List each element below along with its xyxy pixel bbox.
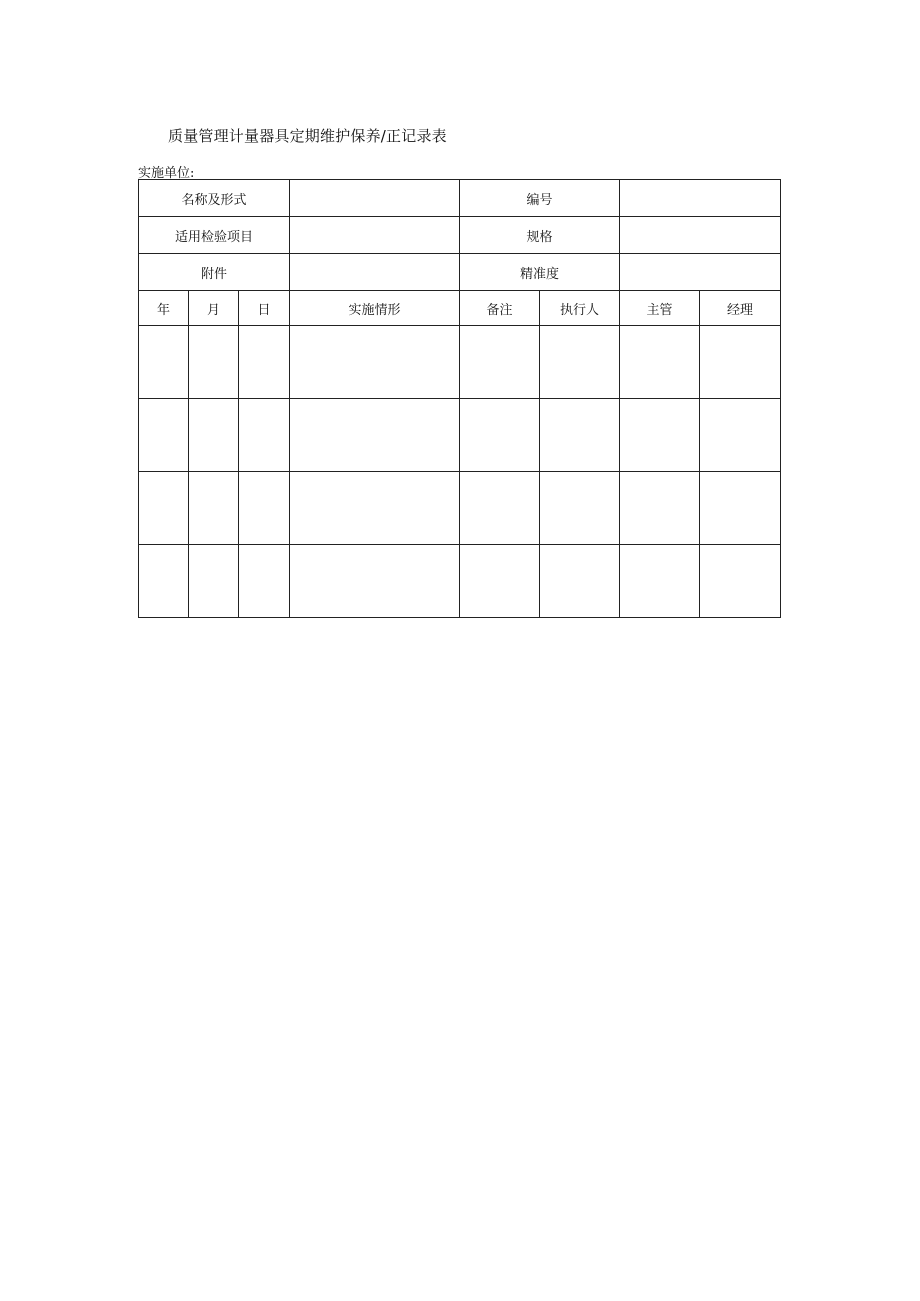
executor-cell[interactable] — [540, 326, 620, 399]
year-cell[interactable] — [139, 472, 189, 545]
document-title: 质量管理计量器具定期维护保养/正记录表 — [168, 127, 447, 145]
month-cell[interactable] — [189, 545, 239, 618]
day-cell[interactable] — [239, 399, 290, 472]
name-value-field[interactable] — [290, 180, 460, 217]
accessory-value-field[interactable] — [290, 254, 460, 291]
inspection-items-label: 适用检验项目 — [139, 217, 290, 254]
remarks-cell[interactable] — [460, 545, 540, 618]
column-header-remarks: 备注 — [460, 291, 540, 326]
day-cell[interactable] — [239, 472, 290, 545]
manager-cell[interactable] — [700, 472, 781, 545]
implementation-cell[interactable] — [290, 326, 460, 399]
remarks-cell[interactable] — [460, 472, 540, 545]
executor-cell[interactable] — [540, 472, 620, 545]
name-label: 名称及形式 — [139, 180, 290, 217]
column-header-manager: 经理 — [700, 291, 781, 326]
table-row — [139, 472, 781, 545]
month-cell[interactable] — [189, 326, 239, 399]
column-header-day: 日 — [239, 291, 290, 326]
remarks-cell[interactable] — [460, 399, 540, 472]
info-row-name — [139, 180, 781, 217]
remarks-cell[interactable] — [460, 326, 540, 399]
table-row — [139, 326, 781, 399]
column-header-executor: 执行人 — [540, 291, 620, 326]
maintenance-record-table — [138, 179, 781, 618]
info-row-accessory — [139, 254, 781, 291]
table-row — [139, 399, 781, 472]
manager-cell[interactable] — [700, 399, 781, 472]
info-row-items — [139, 217, 781, 254]
spec-label: 规格 — [460, 217, 620, 254]
year-cell[interactable] — [139, 326, 189, 399]
executor-cell[interactable] — [540, 545, 620, 618]
accessory-label: 附件 — [139, 254, 290, 291]
serial-label: 编号 — [460, 180, 620, 217]
inspection-items-value-field[interactable] — [290, 217, 460, 254]
column-header-implementation: 实施情形 — [290, 291, 460, 326]
column-header-month: 月 — [189, 291, 239, 326]
supervisor-cell[interactable] — [620, 545, 700, 618]
accuracy-label: 精准度 — [460, 254, 620, 291]
serial-value-field[interactable] — [620, 180, 781, 217]
year-cell[interactable] — [139, 545, 189, 618]
manager-cell[interactable] — [700, 545, 781, 618]
spec-value-field[interactable] — [620, 217, 781, 254]
day-cell[interactable] — [239, 326, 290, 399]
supervisor-cell[interactable] — [620, 472, 700, 545]
month-cell[interactable] — [189, 399, 239, 472]
month-cell[interactable] — [189, 472, 239, 545]
supervisor-cell[interactable] — [620, 326, 700, 399]
year-cell[interactable] — [139, 399, 189, 472]
column-header-year: 年 — [139, 291, 189, 326]
accuracy-value-field[interactable] — [620, 254, 781, 291]
supervisor-cell[interactable] — [620, 399, 700, 472]
unit-label: 实施单位: — [138, 166, 195, 181]
day-cell[interactable] — [239, 545, 290, 618]
executor-cell[interactable] — [540, 399, 620, 472]
column-header-supervisor: 主管 — [620, 291, 700, 326]
table-row — [139, 545, 781, 618]
column-header-row — [139, 291, 781, 326]
implementation-cell[interactable] — [290, 545, 460, 618]
manager-cell[interactable] — [700, 326, 781, 399]
implementation-cell[interactable] — [290, 399, 460, 472]
implementation-cell[interactable] — [290, 472, 460, 545]
